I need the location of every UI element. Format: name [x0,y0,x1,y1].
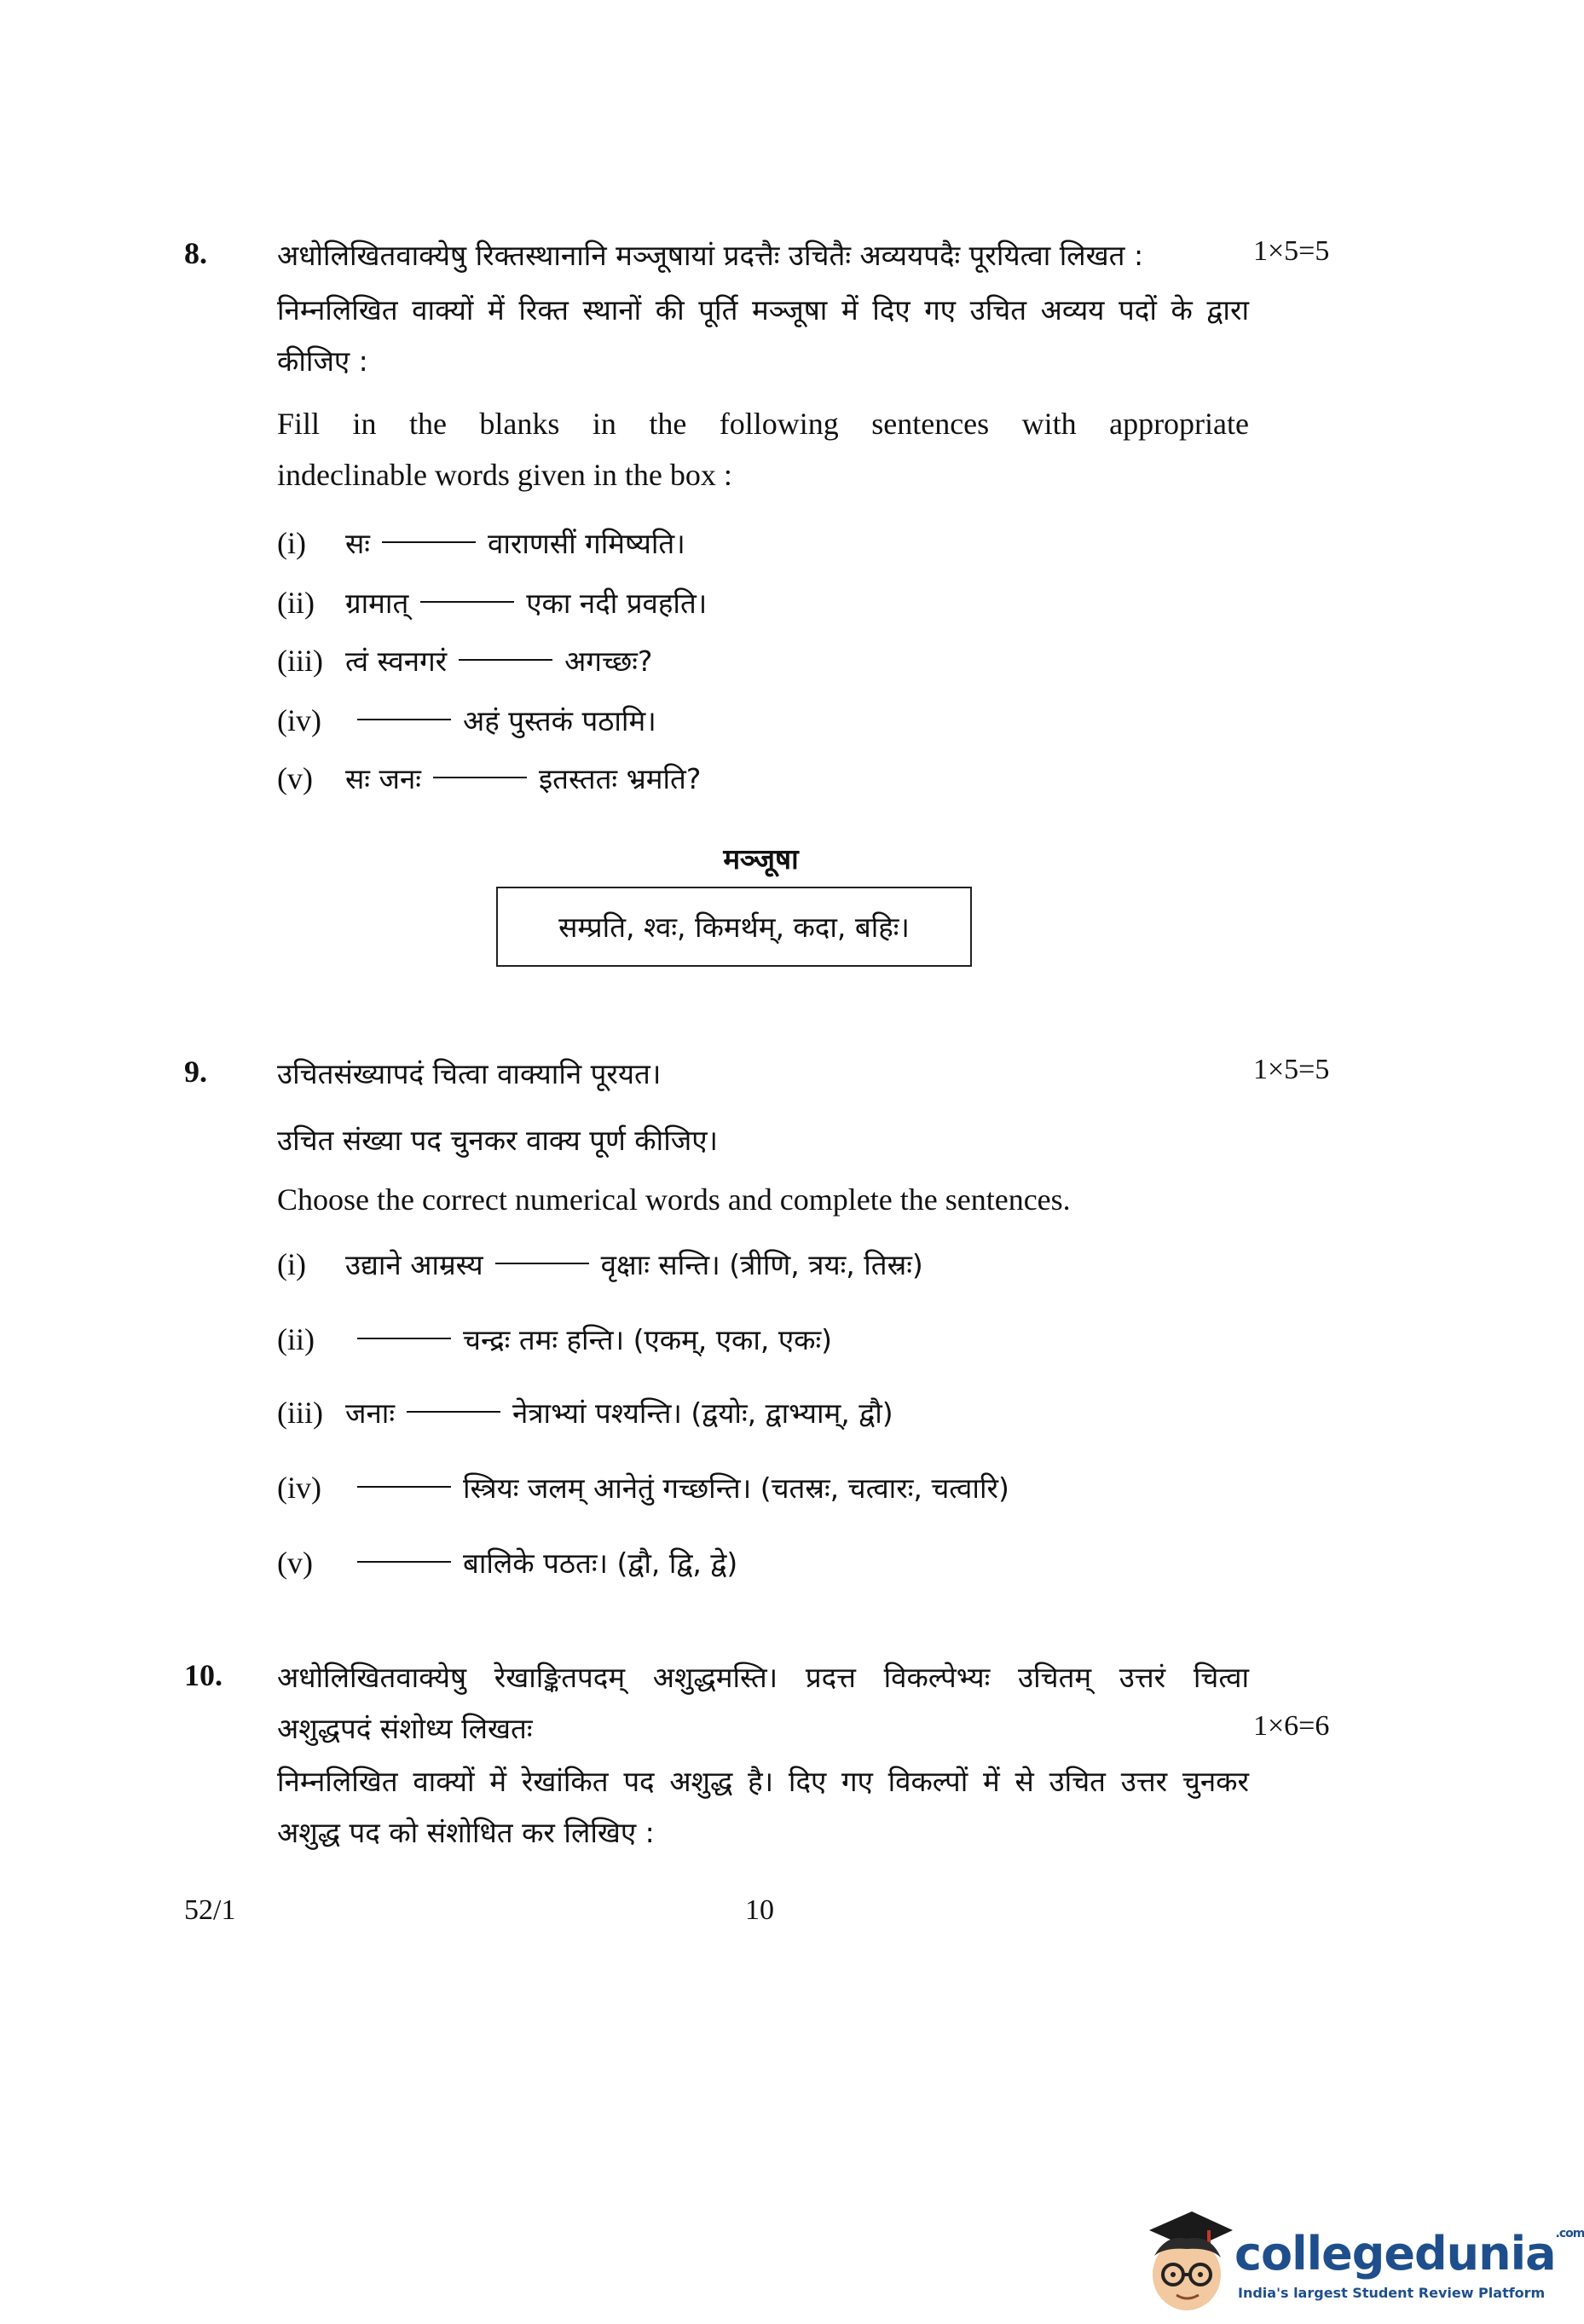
q8-marks: 1×5=5 [1253,235,1330,267]
q9-english-instruction: Choose the correct numerical words and complete the sentences. [277,1182,1071,1217]
item-post: अहं पुस्तकं पठामि। [463,704,656,737]
item-pre: जनाः [345,1396,396,1430]
item-pre: त्वं स्वनगरं [345,645,448,678]
q9-item-3 [277,1393,893,1431]
brand-tagline: India's largest Student Review Platform [1238,2285,1546,2301]
q9-item-4 [277,1468,1009,1506]
answer-blank [433,776,527,778]
item-post: बालिके पठतः। (द्वौ, द्वि, द्वे) [463,1546,738,1580]
answer-blank [407,1410,500,1413]
manjusha-title: मञ्जूषा [723,842,799,876]
item-post: एका नदी प्रवहति। [526,587,708,620]
q8-item-5 [277,759,701,797]
answer-blank [357,1337,451,1339]
item-number: (i) [277,526,306,560]
item-pre: सः जनः [345,762,421,795]
brand-name [1234,2227,1584,2281]
answer-blank [420,600,514,603]
q9-item-5 [277,1543,737,1581]
q9-hindi-instruction: उचित संख्या पद चुनकर वाक्य पूर्ण कीजिए। [277,1124,718,1157]
page-number: 10 [745,1894,774,1926]
q9-sanskrit-instruction: उचितसंख्यापदं चित्वा वाक्यानि पूरयत। [277,1057,662,1090]
item-number: (v) [277,761,313,795]
manjusha-words: सम्प्रति, श्वः, किमर्थम्, कदा, बहिः। [558,911,910,944]
q10-marks: 1×6=6 [1253,1710,1330,1742]
item-number: (v) [277,1546,313,1580]
collegedunia-watermark [1132,2196,1584,2315]
item-number: (iv) [277,1471,321,1505]
q10-hindi-line1: निम्नलिखित वाक्यों में रेखांकित पद अशुद्ध है। दिए गए विकल्पों में से उचित उत्तर चुनकर [277,1765,1249,1798]
q8-item-3 [277,641,652,679]
item-post: स्त्रियः जलम् आनेतुं गच्छन्ति। (चतस्रः, चत्वारः, चत्वारि) [463,1471,1009,1505]
item-post: अगच्छः? [564,645,653,678]
q9-item-2 [277,1320,832,1358]
answer-blank [382,541,476,543]
answer-blank [357,1560,451,1563]
q8-english-line1: Fill in the blanks in the following sentences with appropriate [277,407,1249,441]
q9-marks: 1×5=5 [1253,1054,1330,1085]
q10-sanskrit-line1: अधोलिखितवाक्येषु रेखाङ्कितपदम् अशुद्धमस्ति। प्रदत्त विकल्पेभ्यः उचितम् उत्तरं चित्वा [277,1661,1249,1694]
answer-blank [357,718,451,720]
q10-hindi-line2: अशुद्ध पद को संशोधित कर लिखिए : [277,1816,655,1849]
q10-sanskrit-line2: अशुद्धपदं संशोध्य लिखतः [277,1712,533,1745]
item-pre: ग्रामात् [345,587,409,620]
q8-hindi-line2: कीजिए : [277,344,368,378]
q8-item-4 [277,701,656,739]
item-number: (iv) [277,703,321,737]
item-number: (ii) [277,1322,315,1356]
q9-number: 9. [184,1055,207,1089]
answer-blank [357,1485,451,1488]
student-mascot-icon [1132,2196,1234,2315]
brand-suffix: .com [1555,2227,1584,2240]
q8-english-line2: indeclinable words given in the box : [277,458,732,492]
brand-text: collegedunia [1234,2227,1556,2281]
q8-hindi-line1: निम्नलिखित वाक्यों में रिक्त स्थानों की पूर्ति मञ्जूषा में दिए गए उचित अव्यय पदों के द्वारा [277,293,1249,327]
paper-code: 52/1 [184,1894,236,1926]
item-post: चन्द्रः तमः हन्ति। (एकम्, एका, एकः) [463,1323,833,1356]
item-post: नेत्राभ्यां पश्यन्ति। (द्वयोः, द्वाभ्याम्, द्वौ) [512,1396,893,1430]
item-pre: उद्याने आम्रस्य [345,1248,483,1281]
q8-sanskrit-instruction: अधोलिखितवाक्येषु रिक्तस्थानानि मञ्जूषायां प्रदत्तैः उचितैः अव्ययपदैः पूरयित्वा लिखत : [277,239,1144,272]
answer-blank [495,1262,589,1264]
item-number: (ii) [277,586,315,620]
manjusha-box [496,887,972,967]
item-number: (iii) [277,644,323,678]
q8-number: 8. [184,236,207,270]
answer-blank [459,658,552,661]
item-post: वाराणसीं गमिष्यति। [487,527,685,560]
q9-item-1 [277,1245,923,1283]
item-post: वृक्षाः सन्ति। (त्रीणि, त्रयः, तिस्रः) [600,1248,923,1281]
item-number: (iii) [277,1396,323,1430]
item-post: इतस्ततः भ्रमति? [538,762,702,795]
item-number: (i) [277,1247,306,1281]
q8-item-1 [277,523,685,562]
q8-item-2 [277,583,707,621]
q10-number: 10. [184,1658,223,1692]
item-pre: सः [345,527,370,560]
